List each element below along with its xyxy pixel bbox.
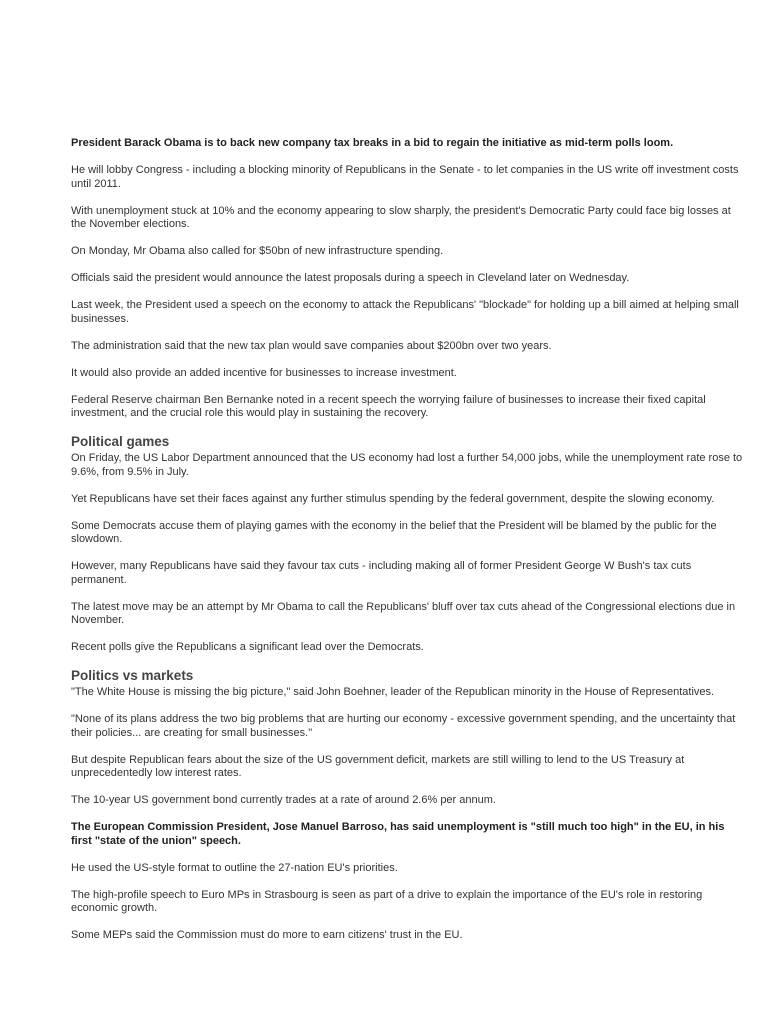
paragraph: Last week, the President used a speech on the economy to attack the Republicans' "blockade" for holding up a bill aimed at helping small businesses. [71,299,739,325]
paragraph: He will lobby Congress - including a blocking minority of Republicans in the Senate - to let companies in the US write off investment costs until 2011. [71,164,739,190]
paragraph: However, many Republicans have said they favour tax cuts - including making all of former President George W Bush's tax cuts permanent. [71,560,692,586]
paragraph: "The White House is missing the big picture," said John Boehner, leader of the Republican minority in the House of Representatives. [71,686,715,698]
section-heading: Politics vs markets [71,668,194,683]
paragraph: The administration said that the new tax plan would save companies about $200bn over two years. [71,339,552,352]
paragraph: Officials said the president would announce the latest proposals during a speech in Cleveland later on Wednesday. [71,272,630,284]
paragraph: He used the US-style format to outline the 27-nation EU's priorities. [71,861,398,874]
paragraph: "None of its plans address the two big problems that are hurting our economy - excessive government spending, and the uncertainty that their policies... are creating for small businesses." [71,713,736,739]
paragraph: The latest move may be an attempt by Mr Obama to call the Republicans' bluff over tax cuts ahead of the Congressional elections due in November. [71,600,736,626]
article-lead: The European Commission President, Jose Manuel Barroso, has said unemployment is "still much too high" in the EU, in his first "state of the union" speech. [71,821,725,847]
paragraph: The high-profile speech to Euro MPs in Strasbourg is seen as part of a drive to explain the importance of the EU's role in restoring economic growth. [71,888,703,914]
article-lead: President Barack Obama is to back new company tax breaks in a bid to regain the initiative as mid-term polls loom. [71,137,674,149]
paragraph: Federal Reserve chairman Ben Bernanke noted in a recent speech the worrying failure of businesses to increase their fixed capital investment, and the crucial role this would play in sustaining the recovery. [71,393,706,419]
paragraph: The 10-year US government bond currently trades at a rate of around 2.6% per annum. [71,794,496,806]
paragraph: Recent polls give the Republicans a significant lead over the Democrats. [71,641,424,653]
document-page [71,137,743,956]
paragraph: Yet Republicans have set their faces against any further stimulus spending by the federal government, despite the slowing economy. [71,492,715,505]
section-heading: Political games [71,434,170,449]
paragraph: Some Democrats accuse them of playing games with the economy in the belief that the President will be blamed by the public for the slowdown. [71,519,717,545]
paragraph: Some MEPs said the Commission must do more to earn citizens' trust in the EU. [71,929,463,941]
paragraph: It would also provide an added incentive for businesses to increase investment. [71,366,457,379]
paragraph: But despite Republican fears about the size of the US government deficit, markets are still willing to lend to the US Treasury at unprecedentedly low interest rates. [71,753,685,779]
paragraph: On Friday, the US Labor Department announced that the US economy had lost a further 54,000 jobs, while the unemployment rate rose to 9.6%, from 9.5% in July. [71,452,743,478]
paragraph: With unemployment stuck at 10% and the economy appearing to slow sharply, the president's Democratic Party could face big losses at the November elections. [71,204,731,230]
paragraph: On Monday, Mr Obama also called for $50bn of new infrastructure spending. [71,245,444,257]
